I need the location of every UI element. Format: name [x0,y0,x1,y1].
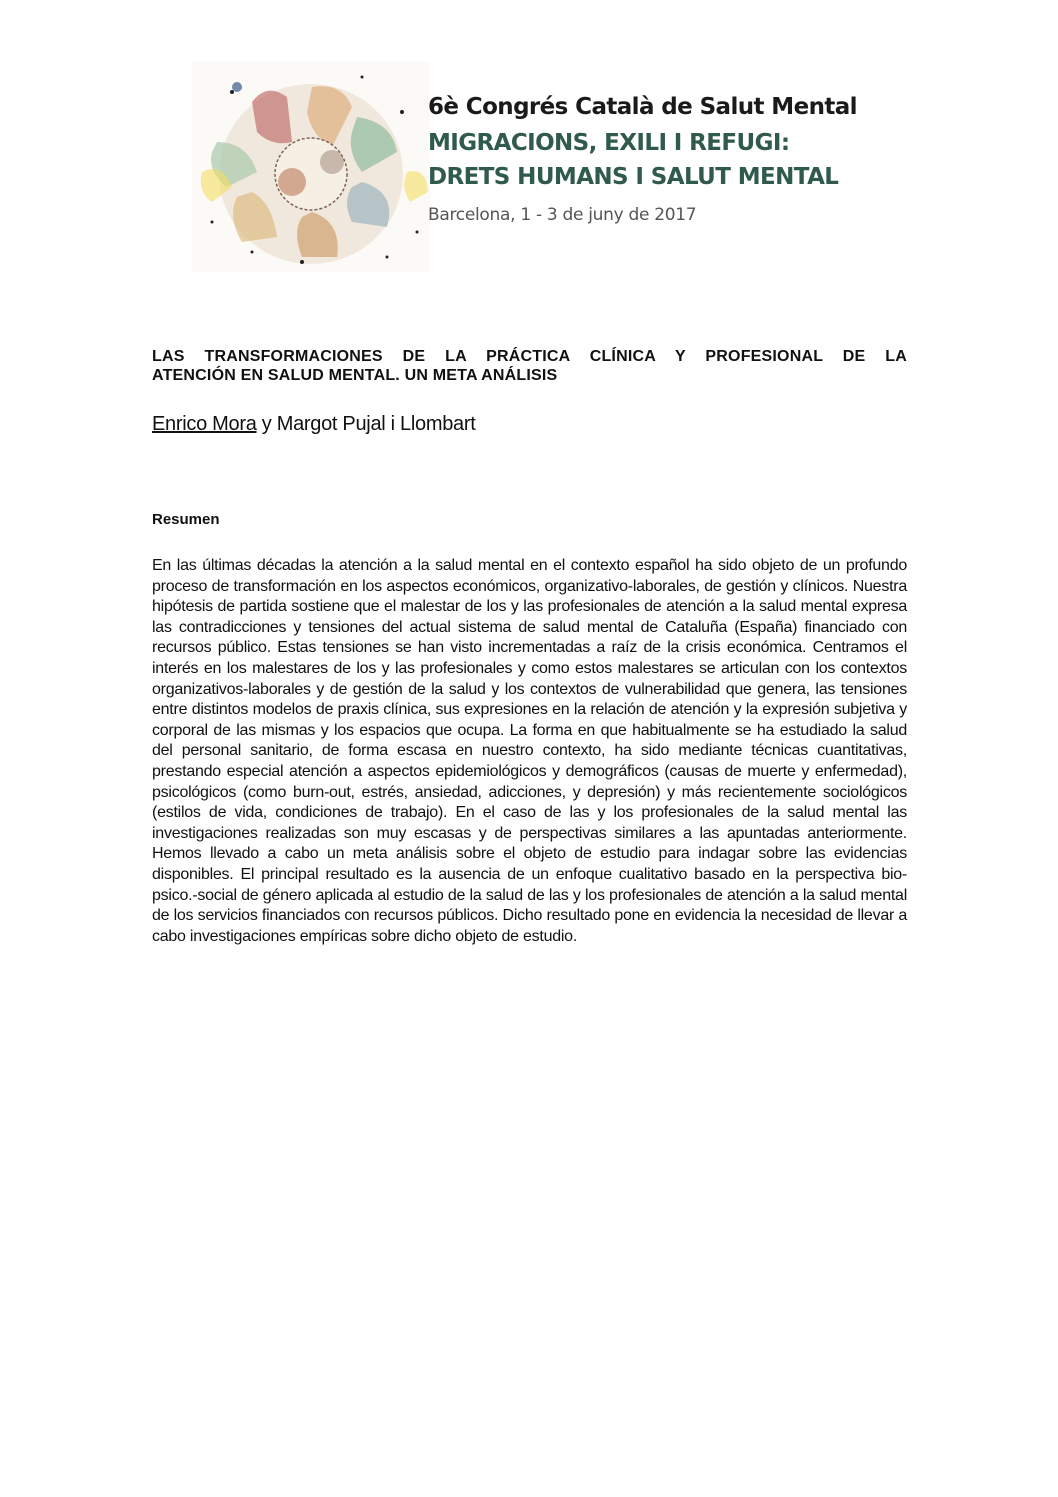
conference-place-date: Barcelona, 1 - 3 de juny de 2017 [428,205,697,225]
co-authors: y Margot Pujal i Llombart [256,413,476,435]
abstract-body: En las últimas décadas la atención a la salud mental en el contexto español ha sido objeto de un profundo proceso de transformación en los aspectos económicos, organizativo-laborales, de gestión y clínicos. Nuestra hipótesis de partida sostiene que el malestar de los y las profesionales de atención a la salud mental expresa las contradicciones y tensiones del actual sistema de salud mental de Cataluña (España) financiado con recursos público. Estas tensiones se han visto incrementadas a raíz de la crisis económica. Centramos el interés en los malestares de los y las profesionales y como estos malestares se articulan con los contextos organizativos-laborales y de gestión de la salud y los contextos de vulnerabilidad que genera, las tensiones entre distintos modelos de praxis clínica, sus expresiones en la relación de atención y la expresión subjetiva y corporal de las mismas y los espacios que ocupa. La forma en que habitualmente se ha estudiado la salud del personal sanitario, de forma escasa en nuestro contexto, ha sido mediante técnicas cuantitativas, prestando especial atención a aspectos epidemiológicos y demográficos (causas de muerte y enfermedad), psicológicos (como burn-out, estrés, ansiedad, adicciones, y depresión) y más recientemente sociológicos (estilos de vida, condiciones de trabajo). En el caso de las y los profesionales de la salud mental las investigaciones realizadas son muy escasas y de perspectivas similares a las apuntadas anteriormente. Hemos llevado a cabo un meta análisis sobre el objeto de estudio para indagar sobre las evidencias disponibles. El principal resultado es la ausencia de un enfoque cualitativo basado en la perspectiva bio-psico.-social de género aplicada al estudio de la salud de las y los profesionales de atención a la salud mental de los servicios financiados con recursos públicos. Dicho resultado pone en evidencia la necesidad de llevar a cabo investigaciones empíricas sobre dicho objeto de estudio. [152,557,907,945]
watercolor-people-circle-icon [192,62,430,272]
conference-theme-line1: MIGRACIONS, EXILI I REFUGI: [428,130,790,156]
paper-title-line2: ATENCIÓN EN SALUD MENTAL. UN META ANÁLISIS [152,367,558,384]
conference-theme-line2: DRETS HUMANS I SALUT MENTAL [428,164,839,190]
paper-title-line1: LAS TRANSFORMACIONES DE LA PRÁCTICA CLÍNICA Y PROFESIONAL DE LA [152,348,907,365]
conference-title: 6è Congrés Català de Salut Mental [428,94,857,120]
paper-authors [152,412,475,436]
conference-banner [192,62,857,272]
presenting-author: Enrico Mora [152,413,257,435]
abstract-heading: Resumen [152,511,220,528]
paper-title [152,347,907,385]
banner-text [428,92,857,226]
